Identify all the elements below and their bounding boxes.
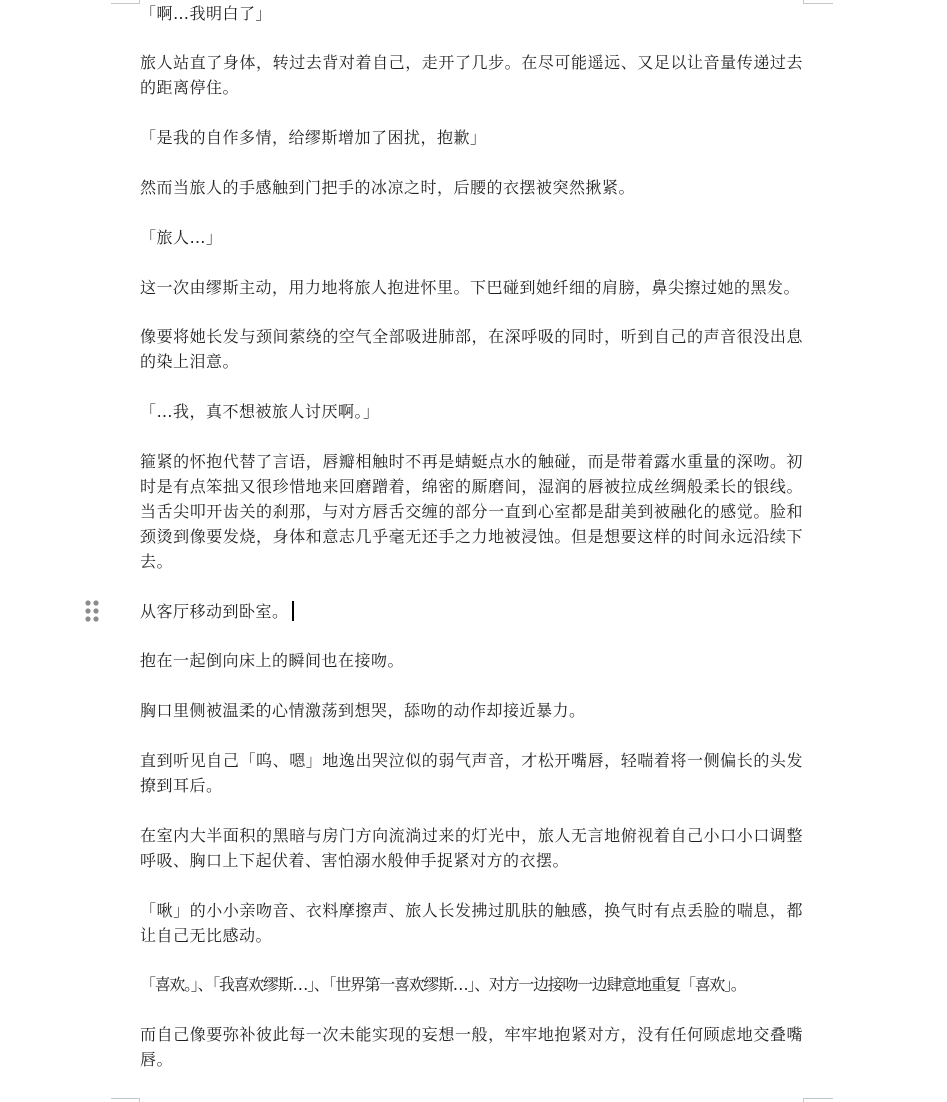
text-line: 的染上泪意。: [140, 352, 240, 372]
text-line-active: [140, 600, 803, 625]
text-line: 「啾」的小小亲吻音、衣料摩擦声、旅人长发拂过肌肤的触感，换气时有点丢脸的喘息，都: [140, 900, 803, 920]
text-line: 时是有点笨拙又很珍惜地来回磨蹭着，绵密的厮磨间，湿润的唇被拉成丝绸般柔长的银线。: [140, 477, 803, 497]
paragraph[interactable]: [140, 824, 803, 874]
page-corner-mark-top-left-h: [111, 3, 140, 4]
text-cursor: [292, 601, 294, 621]
text-line: 唇。: [140, 1050, 174, 1070]
text-line: 呼吸、胸口上下起伏着、害怕溺水般伸手捉紧对方的衣摆。: [140, 850, 570, 870]
text-line: 「旅人…」: [140, 227, 223, 247]
text-line: 「是我的自作多情，给缪斯增加了困扰，抱歉」: [140, 128, 487, 148]
paragraph[interactable]: [140, 325, 803, 375]
paragraph[interactable]: [140, 126, 803, 151]
text-line: 「喜欢。」、「我喜欢缪斯…」、「世界第一喜欢缪斯…」、对方一边接吻一边肆意地重复「喜欢」。: [140, 975, 746, 995]
text-line: 去。: [140, 551, 174, 571]
text-line: 让自己无比感动。: [140, 925, 273, 945]
text-line: 在室内大半面积的黑暗与房门方向流淌过来的灯光中，旅人无言地俯视着自己小口小口调整: [140, 825, 803, 845]
paragraph[interactable]: [140, 649, 803, 674]
paragraph[interactable]: [140, 276, 803, 301]
paragraph[interactable]: [140, 749, 803, 799]
text-line: 颈烫到像要发烧，身体和意志几乎毫无还手之力地被浸蚀。但是想要这样的时间永远沿续下: [140, 526, 803, 546]
page-corner-mark-bottom-left-h: [111, 1098, 140, 1099]
text-line: 旅人站直了身体，转过去背对着自己，走开了几步。在尽可能遥远、又足以让音量传递过去: [140, 53, 803, 73]
paragraph[interactable]: [140, 176, 803, 201]
text-line: 直到听见自己「呜、嗯」地逸出哭泣似的弱气声音，才松开嘴唇，轻喘着将一侧偏长的头发: [140, 751, 803, 771]
text-line: 这一次由缪斯主动，用力地将旅人抱进怀里。下巴碰到她纤细的肩膀，鼻尖擦过她的黑发。: [140, 277, 801, 297]
text-line: 胸口里侧被温柔的心情激荡到想哭，舔吻的动作却接近暴力。: [140, 701, 586, 721]
page-corner-mark-bottom-right-h: [803, 1098, 833, 1099]
paragraph-active[interactable]: [140, 600, 803, 625]
paragraph[interactable]: [140, 226, 803, 251]
paragraph[interactable]: [140, 2, 803, 27]
text-line: 「啊…我明白了」: [140, 3, 273, 23]
text-line: 当舌尖叩开齿关的刹那，与对方唇舌交缠的部分一直到心室都是甜美到被融化的感觉。脸和: [140, 501, 803, 521]
text-line: 像要将她长发与颈间萦绕的空气全部吸进肺部，在深呼吸的同时，听到自己的声音很没出息: [140, 327, 803, 347]
document-body[interactable]: [140, 2, 803, 1099]
paragraph[interactable]: [140, 400, 803, 425]
text-line-content: 从客厅移动到卧室。: [140, 601, 289, 621]
paragraph[interactable]: [140, 899, 803, 949]
text-line: 而自己像要弥补彼此每一次未能实现的妄想一般，牢牢地抱紧对方，没有任何顾虑地交叠嘴: [140, 1025, 803, 1045]
text-line: 撩到耳后。: [140, 776, 223, 796]
text-line: 箍紧的怀抱代替了言语，唇瓣相触时不再是蜻蜓点水的触碰，而是带着露水重量的深吻。初: [140, 452, 803, 472]
drag-handle-icon[interactable]: [85, 600, 99, 622]
paragraph[interactable]: [140, 1023, 803, 1073]
text-line: 的距离停住。: [140, 78, 240, 98]
page-corner-mark-bottom-left-v: [139, 1098, 140, 1102]
paragraph[interactable]: [140, 450, 803, 575]
paragraph[interactable]: [140, 973, 803, 998]
page-corner-mark-top-right-h: [803, 3, 833, 4]
text-line: 然而当旅人的手感触到门把手的冰凉之时，后腰的衣摆被突然揪紧。: [140, 177, 636, 197]
text-line: 「…我，真不想被旅人讨厌啊。」: [140, 402, 380, 422]
paragraph[interactable]: [140, 51, 803, 101]
paragraph[interactable]: [140, 699, 803, 724]
text-line: 抱在一起倒向床上的瞬间也在接吻。: [140, 651, 405, 671]
